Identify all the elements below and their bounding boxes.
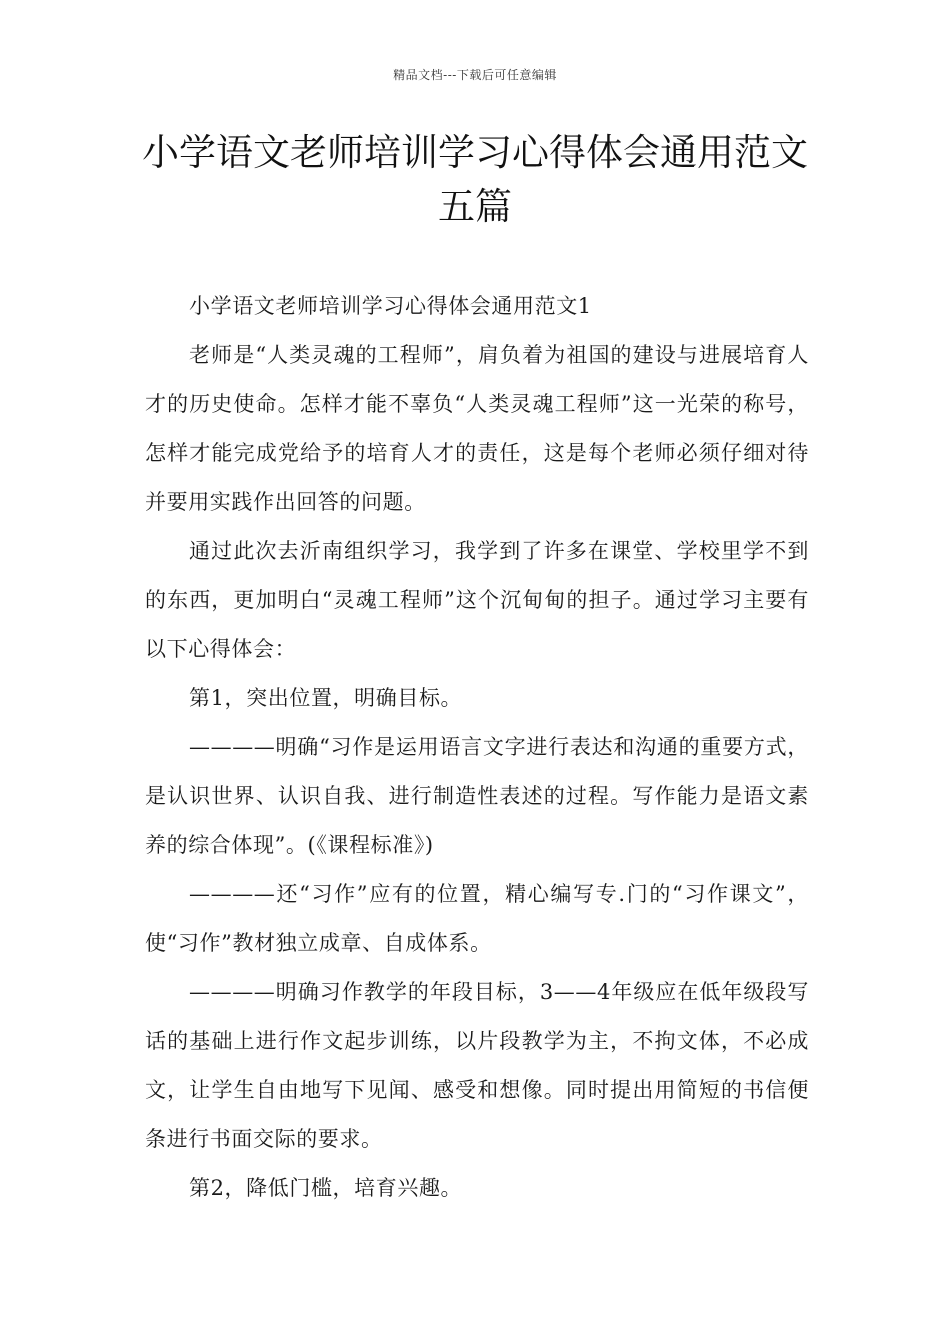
document-body: [145, 282, 809, 1213]
page-header-note: 精品文档---下载后可任意编辑: [393, 68, 557, 82]
body-paragraph: ————还“习作”应有的位置，精心编写专.门的“习作课文”，使“习作”教材独立成章、自成体系。: [145, 882, 809, 955]
section-heading: 小学语文老师培训学习心得体会通用范文1: [189, 294, 592, 318]
body-paragraph: ————明确习作教学的年段目标，3——4年级应在低年级段写话的基础上进行作文起步训练，以片段教学为主，不拘文体，不必成文，让学生自由地写下见闻、感受和想像。同时提出用简短的书信便条进行书面交际的要求。: [145, 980, 809, 1151]
body-paragraph: 通过此次去沂南组织学习，我学到了许多在课堂、学校里学不到的东西，更加明白“灵魂工程师”这个沉甸甸的担子。通过学习主要有以下心得体会：: [145, 539, 809, 661]
body-paragraph: ————明确“习作是运用语言文字进行表达和沟通的重要方式，是认识世界、认识自我、进行制造性表述的过程。写作能力是语文素养的综合体现”。(《课程标准》): [145, 735, 809, 857]
point-heading: 第2，降低门槛，培育兴趣。: [189, 1176, 463, 1200]
document-title: 小学语文老师培训学习心得体会通用范文五篇: [142, 131, 808, 228]
point-heading: 第1，突出位置，明确目标。: [189, 686, 463, 710]
body-paragraph: 老师是“人类灵魂的工程师”，肩负着为祖国的建设与进展培育人才的历史使命。怎样才能不辜负“人类灵魂工程师”这一光荣的称号，怎样才能完成党给予的培育人才的责任，这是每个老师必须仔细对待并要用实践作出回答的问题。: [145, 343, 809, 514]
